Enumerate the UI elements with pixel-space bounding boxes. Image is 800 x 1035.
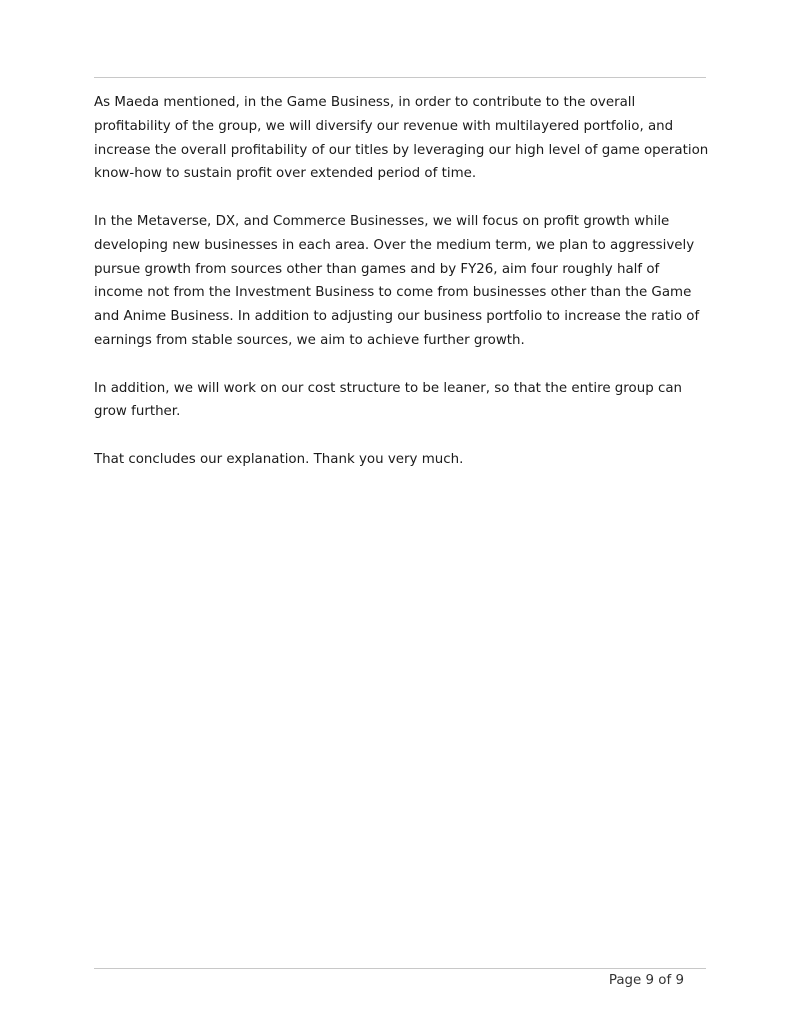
paragraph-closing: That concludes our explanation. Thank you very much.	[94, 451, 464, 467]
footer-divider	[94, 968, 706, 969]
page-number: Page 9 of 9	[608, 973, 684, 988]
paragraph-cost-structure: In addition, we will work on our cost structure to be leaner, so that the entire group can grow further.	[94, 380, 683, 420]
header-divider	[94, 77, 706, 78]
paragraph-metaverse-dx-commerce: In the Metaverse, DX, and Commerce Businesses, we will focus on profit growth while developing new businesses in each area. Over the medium term, we plan to aggressively pursue growth from sources other than games and by FY26, aim four roughly half of income not from the Investment Business to come from businesses other than the Game and Anime Business. In addition to adjusting our business portfolio to increase the ratio of earnings from stable sources, we aim to achieve further growth.	[94, 213, 700, 348]
document-body	[94, 91, 710, 496]
paragraph-game-business: As Maeda mentioned, in the Game Business, in order to contribute to the overall profitability of the group, we will diversify our revenue with multilayered portfolio, and increase the overall profitability of our titles by leveraging our high level of game operation know-how to sustain profit over extended period of time.	[94, 95, 709, 182]
